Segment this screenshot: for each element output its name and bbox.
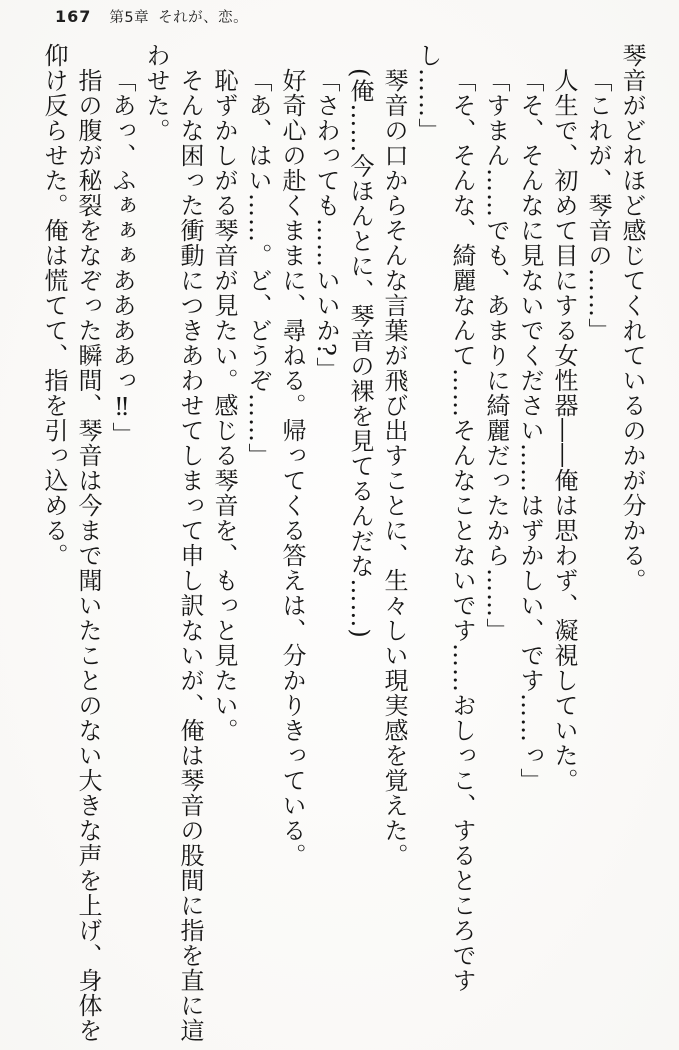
- paragraph: 人生で、初めて目にする女性器――俺は思わず、凝視していた。: [550, 68, 578, 793]
- paragraph: 琴音がどれほど感じてくれているのかが分かる。: [618, 43, 646, 593]
- paragraph: 「これが、琴音の……」: [584, 68, 612, 343]
- running-head: [55, 6, 248, 27]
- paragraph: 琴音の口からそんな言葉が飛び出すことに、生々しい現実感を覚えた。: [380, 68, 408, 868]
- paragraph: 指の腹が秘裂をなぞった瞬間、琴音は今まで聞いたことのない大きな声を上げ、身体を仰け反らせた。俺は慌てて、指を引っ込める。: [40, 43, 102, 1043]
- paragraph: 恥ずかしがる琴音が見たい。感じる琴音を、もっと見たい。: [210, 68, 238, 743]
- paragraph: (俺……今ほんとに、琴音の裸を見てるんだな……): [346, 68, 374, 639]
- chapter-title: それが、恋。: [158, 10, 249, 26]
- page-number: 167: [55, 7, 92, 26]
- chapter-heading: [109, 6, 248, 27]
- paragraph: 「あ、はい……。ど、どうぞ……」: [244, 68, 272, 468]
- paragraph: 「そ、そんなに見ないでください……はずかしい、です……っ」: [516, 68, 544, 793]
- page-body-vertical-text: [37, 43, 649, 1046]
- paragraph: 「そ、そんな、綺麗なんて……そんなことないです……おしっこ、するところですし……」: [414, 43, 476, 993]
- paragraph: そんな困った衝動につきあわせてしまって申し訳ないが、俺は琴音の股間に指を直に這わせた。: [142, 43, 204, 1043]
- paragraph: 好奇心の赴くままに、尋ねる。帰ってくる答えは、分かりきっている。: [278, 68, 306, 868]
- paragraph: 「すまん……でも、あまりに綺麗だったから……」: [482, 68, 510, 643]
- chapter-label: 第5章: [109, 10, 150, 26]
- paragraph: 「あっ、ふぁぁぁああああっ‼」: [108, 68, 136, 447]
- paragraph: 「さわっても……いいか?」: [312, 68, 340, 382]
